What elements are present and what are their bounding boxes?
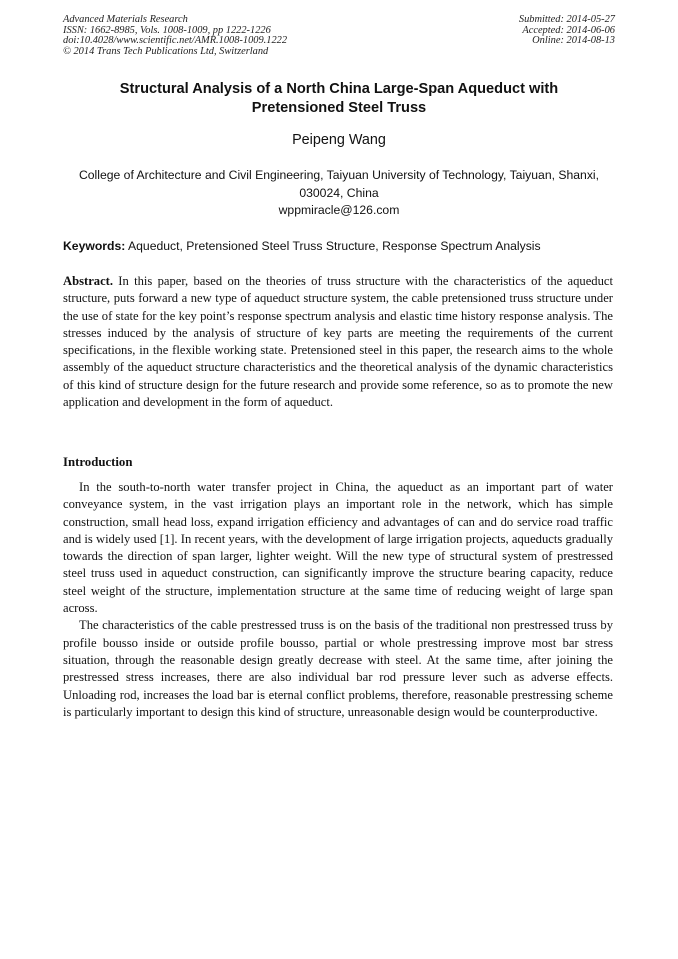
introduction-paragraph: The characteristics of the cable prestressed truss is on the basis of the traditional non prestressed truss by profile bousso inside or outside profile bousso, partial or whole prestressing improve most bar stress situation, through the reasonable design greatly decrease with steel. At the same time, after joining the prestressed stress increases, there are also individual bar rod pressure lever such as adverse effects. Unloading rod, increases the load bar is eternal conflict problems, therefore, reasonable prestressing scheme is particularly important to design this kind of structure, unreasonable design would be counterproductive. <box>63 618 613 719</box>
affiliation-line-1: College of Architecture and Civil Engineering, Taiyuan University of Technology, Taiyuan, Shanxi, <box>78 168 600 182</box>
abstract-label: Abstract. <box>63 274 114 288</box>
paper-title-line-1: Structural Analysis of a North China Large-Span Aqueduct with <box>119 81 559 97</box>
keywords-label: Keywords: <box>63 239 126 253</box>
introduction-body <box>63 479 613 721</box>
abstract <box>63 273 613 411</box>
author-name: Peipeng Wang <box>292 132 386 148</box>
journal-info <box>63 15 287 57</box>
keywords-text: Aqueduct, Pretensioned Steel Truss Structure, Response Spectrum Analysis <box>125 239 541 253</box>
journal-doi: doi:10.4028/www.scientific.net/AMR.1008-1009.1222 <box>63 35 288 47</box>
submitted-date: Submitted: 2014-05-27 <box>518 14 615 25</box>
online-date: Online: 2014-08-13 <box>532 35 615 47</box>
author-affiliation <box>60 167 618 220</box>
section-heading-introduction: Introduction <box>63 455 133 469</box>
paper-title-line-2: Pretensioned Steel Truss <box>251 99 427 116</box>
author-email: wppmiracle@126.com <box>278 203 400 217</box>
submission-dates <box>519 15 615 47</box>
journal-issn: ISSN: 1662-8985, Vols. 1008-1009, pp 1222-1226 <box>63 24 271 36</box>
introduction-paragraph: In the south-to-north water transfer project in China, the aqueduct as an important part of water conveyance system, in the vast irrigation plays an important role in the network, which has simple construction, small head loss, expand irrigation efficiency and advantages of can and do service road traffic and is widely used [1]. In recent years, with the development of large irrigation projects, aqueducts gradually towards the direction of span larger, lighter weight. Will the new type of structural system of prestressed steel truss used in aqueduct construction, can significantly improve the structure bearing capacity, reduce steel weight of the structure, implementation structure at the same time of reducing weight of large span across. <box>63 480 613 616</box>
accepted-date: Accepted: 2014-06-06 <box>522 24 615 36</box>
journal-name: Advanced Materials Research <box>63 14 188 25</box>
affiliation-line-2: 030024, China <box>299 185 379 200</box>
abstract-text: In this paper, based on the theories of truss structure with the characteristics of the aqueduct structure, puts forward a new type of aqueduct structure system, the cable pretensioned truss structure under the use of state for the key point’s response spectrum analysis and elastic time history response analysis. The stresses induced by the analysis of structure of key parts are meeting the requirements of the current specifications, in the flexible working state. Pretensioned steel in this paper, the research aims to the whole assembly of the aqueduct structure characteristics and the theoretical analysis of the dynamic characteristics of this kind of structure design for the future research and provide some reference, so as to promote the new application and development in the form of aqueduct. <box>63 274 613 410</box>
journal-copyright: © 2014 Trans Tech Publications Ltd, Switzerland <box>63 45 269 57</box>
paper-title <box>63 80 615 117</box>
keywords <box>63 238 615 254</box>
